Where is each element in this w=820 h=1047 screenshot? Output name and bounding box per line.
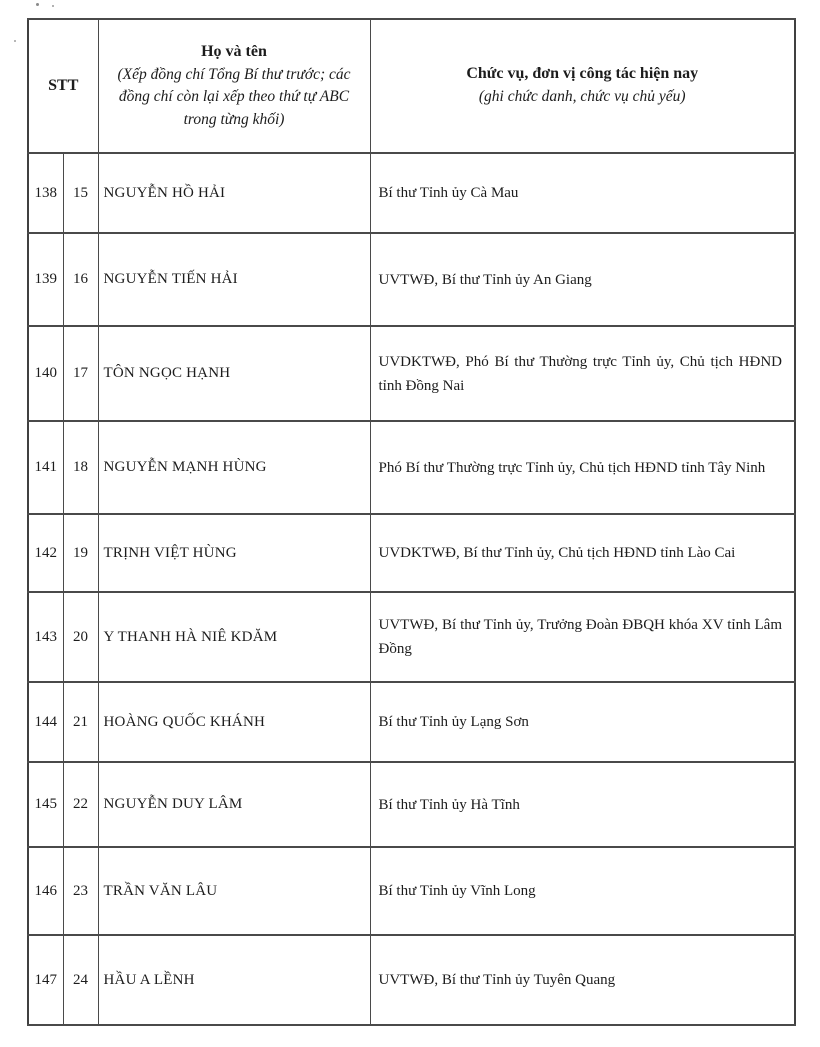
table-row [28, 421, 795, 514]
name-cell: TRẦN VĂN LÂU [98, 847, 370, 935]
sub-no-cell: 16 [63, 233, 98, 326]
header-name-title: Họ và tên [201, 43, 267, 60]
stt-cell: 139 [28, 233, 63, 326]
stt-cell: 140 [28, 326, 63, 421]
header-position-cell [370, 19, 795, 153]
sub-no-cell: 15 [63, 153, 98, 233]
name-cell: TÔN NGỌC HẠNH [98, 326, 370, 421]
scan-speck [52, 5, 54, 7]
table-row [28, 762, 795, 847]
table-row [28, 935, 795, 1025]
table-row [28, 592, 795, 682]
table-row [28, 326, 795, 421]
header-name-cell [98, 19, 370, 153]
name-cell: NGUYỄN MẠNH HÙNG [98, 421, 370, 514]
scan-speck [14, 40, 16, 42]
name-cell: NGUYỄN TIẾN HẢI [98, 233, 370, 326]
sub-no-cell: 18 [63, 421, 98, 514]
stt-cell: 143 [28, 592, 63, 682]
name-cell: HOÀNG QUỐC KHÁNH [98, 682, 370, 762]
table-row [28, 847, 795, 935]
position-cell: UVDKTWĐ, Bí thư Tỉnh ủy, Chủ tịch HĐND tỉnh Lào Cai [370, 514, 795, 592]
stt-cell: 146 [28, 847, 63, 935]
table-row [28, 682, 795, 762]
name-cell: TRỊNH VIỆT HÙNG [98, 514, 370, 592]
scan-speck [36, 3, 39, 6]
name-cell: Y THANH HÀ NIÊ KDĂM [98, 592, 370, 682]
sub-no-cell: 23 [63, 847, 98, 935]
sub-no-cell: 24 [63, 935, 98, 1025]
header-position-title: Chức vụ, đơn vị công tác hiện nay [466, 65, 699, 83]
stt-cell: 138 [28, 153, 63, 233]
position-cell: UVDKTWĐ, Phó Bí thư Thường trực Tỉnh ủy, Chủ tịch HĐND tỉnh Đồng Nai [370, 326, 795, 421]
position-cell: UVTWĐ, Bí thư Tỉnh ủy, Trưởng Đoàn ĐBQH khóa XV tỉnh Lâm Đồng [370, 592, 795, 682]
stt-cell: 144 [28, 682, 63, 762]
officials-table [27, 18, 796, 1026]
position-cell: Bí thư Tỉnh ủy Hà Tĩnh [370, 762, 795, 847]
header-stt-label: STT [48, 77, 79, 94]
position-cell: UVTWĐ, Bí thư Tỉnh ủy Tuyên Quang [370, 935, 795, 1025]
table-row [28, 233, 795, 326]
stt-cell: 142 [28, 514, 63, 592]
sub-no-cell: 19 [63, 514, 98, 592]
header-name-note: (Xếp đồng chí Tổng Bí thư trước; các đồng chí còn lại xếp theo thứ tự ABC trong từng khối) [117, 65, 351, 128]
stt-cell: 145 [28, 762, 63, 847]
sub-no-cell: 20 [63, 592, 98, 682]
header-position-note: (ghi chức danh, chức vụ chủ yếu) [478, 88, 686, 106]
table-header-row [28, 19, 795, 153]
position-cell: Bí thư Tỉnh ủy Lạng Sơn [370, 682, 795, 762]
sub-no-cell: 21 [63, 682, 98, 762]
sub-no-cell: 22 [63, 762, 98, 847]
table-row [28, 153, 795, 233]
header-stt-cell [28, 19, 98, 153]
name-cell: HẦU A LỀNH [98, 935, 370, 1025]
position-cell: UVTWĐ, Bí thư Tỉnh ủy An Giang [370, 233, 795, 326]
position-cell: Bí thư Tỉnh ủy Cà Mau [370, 153, 795, 233]
table-row [28, 514, 795, 592]
name-cell: NGUYỄN HỒ HẢI [98, 153, 370, 233]
sub-no-cell: 17 [63, 326, 98, 421]
stt-cell: 147 [28, 935, 63, 1025]
position-cell: Phó Bí thư Thường trực Tỉnh ủy, Chủ tịch HĐND tỉnh Tây Ninh [370, 421, 795, 514]
stt-cell: 141 [28, 421, 63, 514]
position-cell: Bí thư Tỉnh ủy Vĩnh Long [370, 847, 795, 935]
name-cell: NGUYỄN DUY LÂM [98, 762, 370, 847]
